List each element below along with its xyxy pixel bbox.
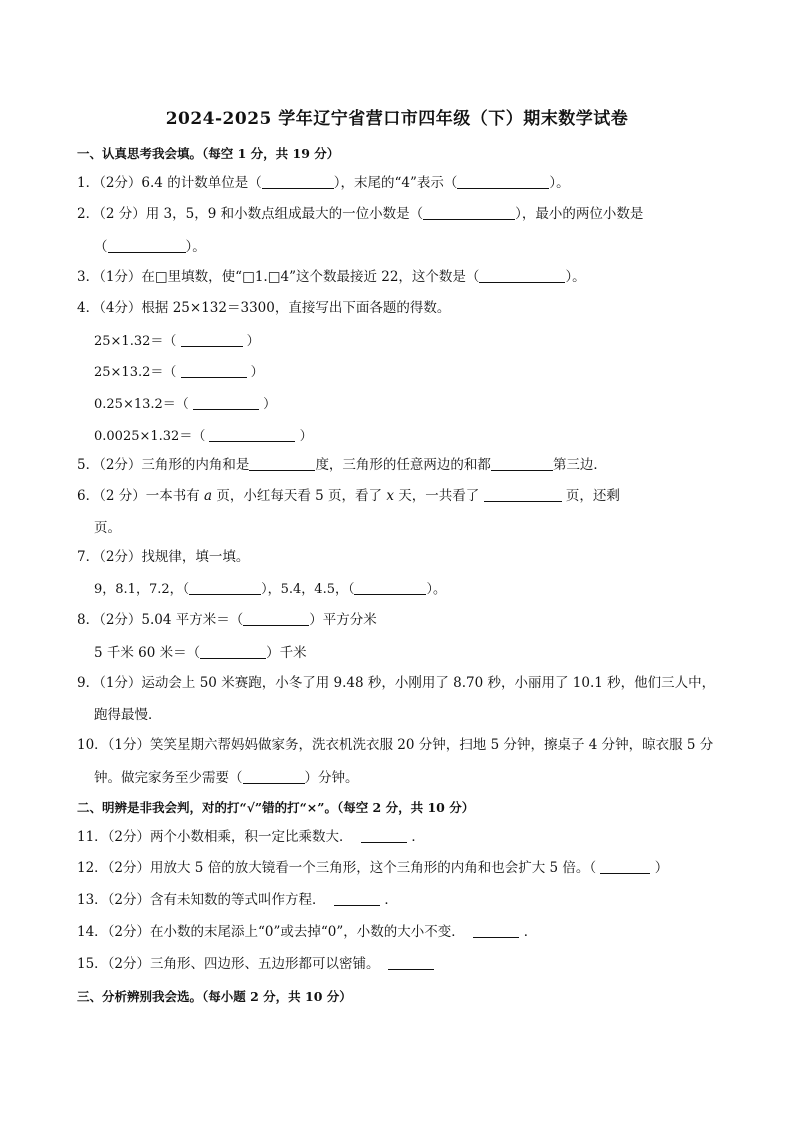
paren: ） xyxy=(263,397,277,412)
answer-blank[interactable] xyxy=(388,955,434,970)
answer-blank[interactable] xyxy=(181,332,243,347)
question-text: ）千米 xyxy=(266,645,307,661)
question-text: ． xyxy=(411,829,425,845)
answer-blank[interactable] xyxy=(479,268,565,283)
variable-x: x xyxy=(386,488,394,504)
question-text: 钟。做完家务至少需要（ xyxy=(94,770,243,786)
question-3 xyxy=(77,266,727,288)
expression: 25×1.32＝（ xyxy=(94,334,177,349)
answer-blank[interactable] xyxy=(334,891,380,906)
question-text: ）分钟。 xyxy=(304,770,359,786)
question-text: ． xyxy=(523,924,538,940)
question-6 xyxy=(77,485,727,507)
question-9-cont xyxy=(94,703,162,723)
question-text: 2．（2 分）用 3，5，9 和小数点组成最大的一位小数是（ xyxy=(77,206,424,222)
paren: ） xyxy=(250,365,264,380)
paren: ） xyxy=(299,429,313,444)
answer-blank[interactable] xyxy=(181,363,247,378)
page-title: 2024-2025 学年辽宁省营口市四年级（下）期末数学试卷 xyxy=(165,109,629,129)
expression: 0.25×13.2＝（ xyxy=(94,397,189,412)
question-text: ）。 xyxy=(549,175,570,191)
question-text: 页，还剩 xyxy=(565,488,620,504)
question-text: 8．（2分）5.04 平方米＝（ xyxy=(77,612,244,628)
answer-blank[interactable] xyxy=(484,487,562,502)
question-text: 13．（2分）含有未知数的等式叫作方程． xyxy=(77,892,326,908)
answer-blank[interactable] xyxy=(354,580,426,595)
question-4-item-4 xyxy=(94,425,313,444)
question-text: 15．（2分）三角形、四边形、五边形都可以密铺。 xyxy=(77,956,380,972)
question-text: 页。 xyxy=(94,520,121,536)
question-10-cont xyxy=(94,766,359,786)
section-heading-1: 一、认真思考我会填。（每空 1 分，共 19 分） xyxy=(77,146,340,161)
question-2-cont xyxy=(94,235,206,255)
question-text: 6．（2 分）一本书有 xyxy=(77,488,200,504)
question-text: ）平方分米 xyxy=(309,612,377,628)
expression: 0.0025×1.32＝（ xyxy=(94,429,206,444)
question-text: ），最小的两位小数是 xyxy=(515,206,644,222)
question-13 xyxy=(77,889,727,911)
question-4 xyxy=(77,297,727,319)
section-heading-3: 三、分析辨别我会选。（每小题 2 分，共 10 分） xyxy=(77,989,352,1004)
paren: ） xyxy=(246,334,260,349)
question-text: 第三边． xyxy=(552,457,607,473)
question-text: 12．（2分）用放大 5 倍的放大镜看一个三角形，这个三角形的内角和也会扩大 5 倍。（ xyxy=(77,860,597,876)
answer-blank[interactable] xyxy=(193,395,259,410)
question-text: 10．（1分）笑笑星期六帮妈妈做家务，洗衣机洗衣服 20 分钟，扫地 5 分钟，擦桌子 4 分钟，晾衣服 5 分 xyxy=(77,737,714,753)
question-text: ）。 xyxy=(185,239,206,255)
question-text: 度，三角形的任意两边的和都 xyxy=(315,457,491,473)
question-text: 1．（2分）6.4 的计数单位是（ xyxy=(77,175,262,191)
answer-blank[interactable] xyxy=(108,238,186,253)
question-text: 5 千米 60 米＝（ xyxy=(94,645,201,661)
question-text: ） xyxy=(654,860,669,876)
question-5 xyxy=(77,454,727,476)
answer-blank[interactable] xyxy=(243,611,309,626)
question-text: 11．（2分）两个小数相乘，积一定比乘数大． xyxy=(77,829,353,845)
question-text: 7．（2分）找规律，填一填。 xyxy=(77,549,250,565)
question-4-item-3 xyxy=(94,393,276,412)
answer-blank[interactable] xyxy=(423,205,515,220)
question-text: （ xyxy=(94,239,108,255)
question-text: 页，小红每天看 5 页，看了 xyxy=(216,488,383,504)
question-text: ），5.4，4.5，（ xyxy=(261,582,355,597)
question-text: 跑得最慢． xyxy=(94,707,162,723)
answer-blank[interactable] xyxy=(262,174,334,189)
question-4-item-1 xyxy=(94,330,260,349)
answer-blank[interactable] xyxy=(491,456,553,471)
question-text: ）。 xyxy=(426,582,446,597)
answer-blank[interactable] xyxy=(189,580,261,595)
question-7 xyxy=(77,546,727,568)
question-10 xyxy=(77,734,727,756)
question-text: ）。 xyxy=(565,269,586,285)
question-text: 5．（2分）三角形的内角和是 xyxy=(77,457,250,473)
answer-blank[interactable] xyxy=(200,644,266,659)
question-11 xyxy=(77,826,727,848)
answer-blank[interactable] xyxy=(600,859,650,874)
question-text: 9，8.1，7.2，（ xyxy=(94,582,190,597)
answer-blank[interactable] xyxy=(243,769,305,784)
expression: 25×13.2＝（ xyxy=(94,365,177,380)
question-2 xyxy=(77,203,727,225)
answer-blank[interactable] xyxy=(361,828,407,843)
question-12 xyxy=(77,857,727,879)
question-7-sequence xyxy=(94,578,446,597)
question-6-cont xyxy=(94,516,121,536)
question-8-cont xyxy=(94,641,307,661)
answer-blank[interactable] xyxy=(457,174,549,189)
question-4-item-2 xyxy=(94,361,264,380)
question-text: ），末尾的“4”表示（ xyxy=(333,175,458,191)
question-text: 3．（1分）在□里填数，使“□1.□4”这个数最接近 22，这个数是（ xyxy=(77,269,480,285)
question-15 xyxy=(77,953,727,975)
answer-blank[interactable] xyxy=(209,427,295,442)
section-heading-2: 二、明辨是非我会判，对的打“√”错的打“×”。（每空 2 分，共 10 分） xyxy=(77,800,475,815)
question-text: ． xyxy=(384,892,398,908)
question-text: 天，一共看了 xyxy=(398,488,480,504)
answer-blank[interactable] xyxy=(249,456,315,471)
question-1 xyxy=(77,172,727,194)
question-9 xyxy=(77,672,727,694)
question-text: 4．（4分）根据 25×132＝3300，直接写出下面各题的得数。 xyxy=(77,300,451,316)
answer-blank[interactable] xyxy=(473,923,519,938)
question-14 xyxy=(77,921,727,943)
question-text: 14．（2分）在小数的末尾添上“0”或去掉“0”，小数的大小不变． xyxy=(77,924,465,940)
question-text: 9．（1分）运动会上 50 米赛跑，小冬了用 9.48 秒，小刚用了 8.70 秒，小丽用了 10.1 秒，他们三人中， xyxy=(77,675,716,691)
variable-a: a xyxy=(204,488,213,504)
question-8 xyxy=(77,609,727,631)
